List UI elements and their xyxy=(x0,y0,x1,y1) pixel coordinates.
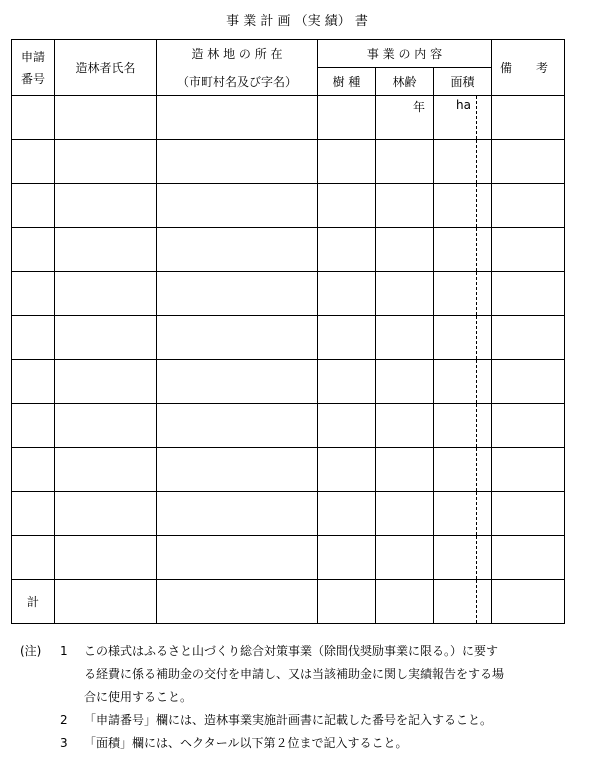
cell-location[interactable] xyxy=(157,492,318,536)
decimal-divider xyxy=(476,404,477,447)
cell-age[interactable] xyxy=(376,404,434,448)
header-app-no: 申請 番号 xyxy=(12,40,55,96)
note-number: 1 xyxy=(60,644,68,658)
cell-area[interactable] xyxy=(434,536,492,580)
cell-name[interactable] xyxy=(55,140,157,184)
cell-name[interactable] xyxy=(55,96,157,140)
cell-remarks[interactable] xyxy=(492,316,565,360)
cell-location[interactable] xyxy=(157,580,318,624)
cell-name[interactable] xyxy=(55,272,157,316)
cell-name[interactable] xyxy=(55,228,157,272)
cell-name[interactable] xyxy=(55,492,157,536)
cell-remarks[interactable] xyxy=(492,140,565,184)
plan-table xyxy=(11,39,565,624)
note-number: 2 xyxy=(60,713,68,727)
cell-app-no[interactable] xyxy=(12,140,55,184)
cell-location[interactable] xyxy=(157,404,318,448)
cell-location[interactable] xyxy=(157,228,318,272)
cell-location[interactable] xyxy=(157,96,318,140)
cell-species[interactable] xyxy=(318,228,376,272)
cell-remarks[interactable] xyxy=(492,96,565,140)
decimal-divider xyxy=(476,360,477,403)
cell-app-no[interactable] xyxy=(12,404,55,448)
cell-species[interactable] xyxy=(318,404,376,448)
cell-remarks[interactable] xyxy=(492,448,565,492)
header-content: 事 業 の 内 容 xyxy=(318,40,492,68)
cell-location[interactable] xyxy=(157,360,318,404)
note-1 xyxy=(20,640,590,663)
cell-app-no[interactable] xyxy=(12,316,55,360)
cell-app-no[interactable] xyxy=(12,96,55,140)
cell-age[interactable] xyxy=(376,184,434,228)
cell-app-no[interactable] xyxy=(12,448,55,492)
cell-age[interactable] xyxy=(376,140,434,184)
cell-age[interactable] xyxy=(376,580,434,624)
cell-area[interactable] xyxy=(434,272,492,316)
decimal-divider xyxy=(476,140,477,183)
table-row xyxy=(12,96,565,140)
cell-species[interactable] xyxy=(318,96,376,140)
header-remarks: 備 考 xyxy=(492,40,565,96)
cell-location[interactable] xyxy=(157,316,318,360)
cell-app-no[interactable] xyxy=(12,360,55,404)
cell-remarks[interactable] xyxy=(492,536,565,580)
cell-age[interactable] xyxy=(376,228,434,272)
table-row xyxy=(12,184,565,228)
cell-location[interactable] xyxy=(157,184,318,228)
note-3 xyxy=(20,732,590,755)
decimal-divider xyxy=(476,448,477,491)
cell-name[interactable] xyxy=(55,316,157,360)
cell-remarks[interactable] xyxy=(492,228,565,272)
cell-area[interactable] xyxy=(434,492,492,536)
table-row xyxy=(12,140,565,184)
cell-app-no[interactable] xyxy=(12,492,55,536)
header-species: 樹 種 xyxy=(318,68,376,96)
table-row xyxy=(12,360,565,404)
cell-app-no[interactable] xyxy=(12,228,55,272)
cell-remarks[interactable] xyxy=(492,580,565,624)
note-text: 「申請番号」欄には、造林事業実施計画書に記載した番号を記入すること。 xyxy=(84,713,493,727)
decimal-divider xyxy=(476,272,477,315)
cell-age[interactable] xyxy=(376,272,434,316)
cell-remarks[interactable] xyxy=(492,184,565,228)
cell-name[interactable] xyxy=(55,184,157,228)
cell-location[interactable] xyxy=(157,536,318,580)
cell-area[interactable] xyxy=(434,96,492,140)
cell-species[interactable] xyxy=(318,492,376,536)
cell-remarks[interactable] xyxy=(492,360,565,404)
cell-age[interactable] xyxy=(376,536,434,580)
cell-location[interactable] xyxy=(157,448,318,492)
decimal-divider xyxy=(476,492,477,535)
cell-name[interactable] xyxy=(55,360,157,404)
cell-species[interactable] xyxy=(318,184,376,228)
cell-name[interactable] xyxy=(55,580,157,624)
header-location-sub: （市町村名及び字名） xyxy=(157,68,318,96)
decimal-divider xyxy=(476,536,477,579)
cell-area[interactable] xyxy=(434,580,492,624)
cell-name[interactable] xyxy=(55,404,157,448)
cell-area[interactable] xyxy=(434,316,492,360)
cell-remarks[interactable] xyxy=(492,492,565,536)
unit-ha: ha xyxy=(456,98,471,112)
cell-app-no[interactable] xyxy=(12,536,55,580)
cell-species[interactable] xyxy=(318,316,376,360)
note-2 xyxy=(20,709,590,732)
cell-age[interactable] xyxy=(376,492,434,536)
decimal-divider xyxy=(476,580,477,623)
cell-area[interactable] xyxy=(434,448,492,492)
table-row xyxy=(12,492,565,536)
header-area: 面積 xyxy=(434,68,492,96)
total-label: 計 xyxy=(12,580,55,624)
table-row xyxy=(12,448,565,492)
note-text: 合に使用すること。 xyxy=(84,690,193,704)
decimal-divider xyxy=(476,96,477,139)
cell-area[interactable] xyxy=(434,140,492,184)
cell-area[interactable] xyxy=(434,228,492,272)
table-row xyxy=(12,272,565,316)
document-title: 事 業 計 画 （実 績） 書 xyxy=(226,14,368,29)
cell-app-no[interactable] xyxy=(12,272,55,316)
decimal-divider xyxy=(476,316,477,359)
cell-area[interactable] xyxy=(434,404,492,448)
cell-name[interactable] xyxy=(55,448,157,492)
cell-name[interactable] xyxy=(55,536,157,580)
cell-app-no[interactable] xyxy=(12,184,55,228)
note-number: 3 xyxy=(60,736,68,750)
unit-year: 年 xyxy=(412,100,425,114)
cell-species[interactable] xyxy=(318,360,376,404)
cell-location[interactable] xyxy=(157,140,318,184)
note-text: る経費に係る補助金の交付を申請し、又は当該補助金に関し実績報告をする場 xyxy=(84,667,505,681)
cell-species[interactable] xyxy=(318,536,376,580)
cell-area[interactable] xyxy=(434,184,492,228)
cell-age[interactable] xyxy=(376,96,434,140)
cell-age[interactable] xyxy=(376,316,434,360)
note-text: 「面積」欄には、ヘクタール以下第２位まで記入すること。 xyxy=(84,736,408,750)
total-row xyxy=(12,580,565,624)
table-row xyxy=(12,536,565,580)
note-prefix: (注) xyxy=(20,644,42,658)
decimal-divider xyxy=(476,228,477,271)
table-row xyxy=(12,228,565,272)
table-row xyxy=(12,404,565,448)
cell-species[interactable] xyxy=(318,448,376,492)
cell-remarks[interactable] xyxy=(492,272,565,316)
header-age: 林齢 xyxy=(376,68,434,96)
header-location: 造 林 地 の 所 在 xyxy=(157,40,318,68)
decimal-divider xyxy=(476,184,477,227)
cell-species[interactable] xyxy=(318,272,376,316)
cell-area[interactable] xyxy=(434,360,492,404)
cell-remarks[interactable] xyxy=(492,404,565,448)
cell-species[interactable] xyxy=(318,140,376,184)
note-text: この様式はふるさと山づくり総合対策事業（除間伐奨励事業に限る。）に要す xyxy=(84,644,499,658)
notes xyxy=(20,640,590,755)
table-row xyxy=(12,316,565,360)
cell-species[interactable] xyxy=(318,580,376,624)
cell-age[interactable] xyxy=(376,448,434,492)
cell-age[interactable] xyxy=(376,360,434,404)
header-name: 造林者氏名 xyxy=(55,40,157,96)
cell-location[interactable] xyxy=(157,272,318,316)
